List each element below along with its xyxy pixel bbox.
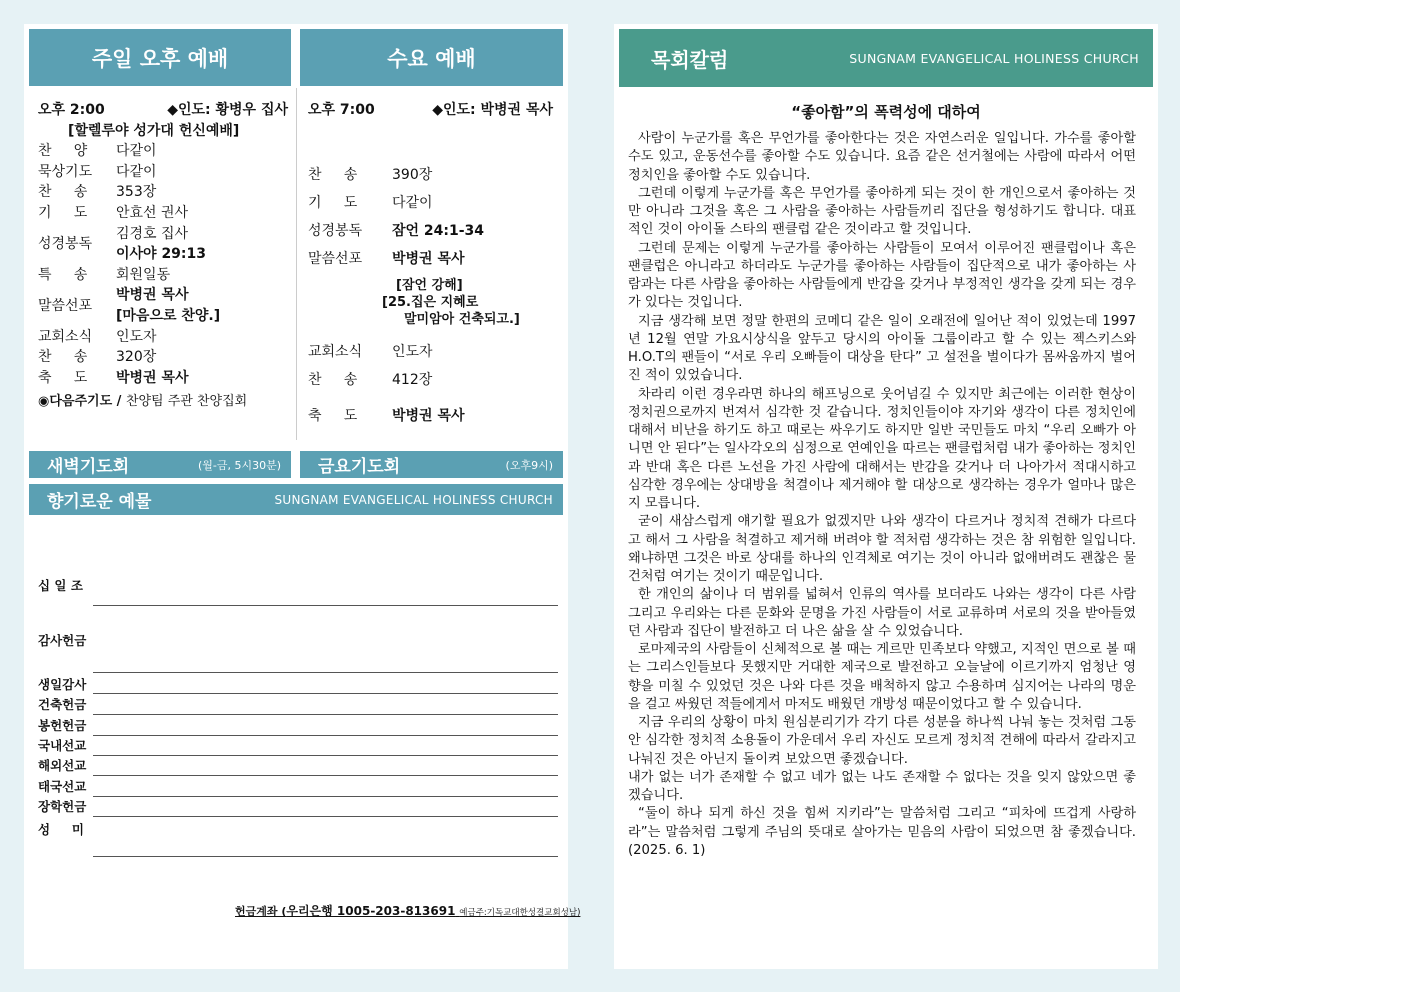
offering-item: 해외선교 <box>38 758 87 773</box>
wednesday-service-header <box>300 29 563 86</box>
column-body <box>628 130 1136 860</box>
account-holder: 예금주:기독교대한성결교회성남) <box>459 908 581 918</box>
column-paragraph: 내가 없는 너가 존재할 수 없고 네가 없는 나도 존재할 수 없다는 것을 잊지 않았으면 좋겠습니다. <box>628 769 1136 803</box>
friday-prayer-title: 금요기도회 <box>318 457 401 477</box>
next-week-prayer: ◉다음주기도 / <box>38 394 126 410</box>
dawn-prayer-time: (월-금, 5시30분) <box>197 458 281 472</box>
next-week-detail: 찬양팀 주관 찬양집회 <box>125 394 248 410</box>
offering-line <box>93 735 558 736</box>
column-paragraph: 굳이 새삼스럽게 얘기할 필요가 없겠지만 나와 생각이 다르거나 정치적 견해가 다르다고 해서 그 사람을 척결하고 제거해 버려야 할 적처럼 생각하는 것은 참 위험한 일입니다. 왜냐하면 그것은 바로 상대를 하나의 인격체로 여기는 것이 아니라 없애버려도 괜찮은 물건처럼 여기는 것이기 때문입니다. <box>628 514 1136 584</box>
order-value: 박병권 목사 <box>392 407 465 424</box>
order-value: 인도자 <box>116 328 157 345</box>
sermon-title-line2: 말미암아 건축되고.] <box>404 311 520 327</box>
wednesday-service-title: 수요 예배 <box>387 46 476 71</box>
offering-item: 성 미 <box>38 822 84 837</box>
order-label: 성경봉독 <box>308 222 363 239</box>
sermon-title: [마음으로 찬양.] <box>116 307 221 324</box>
order-label: 말씀선포 <box>308 250 363 267</box>
offering-item: 태국선교 <box>38 779 87 794</box>
sermon-series: [잠언 강해] <box>396 277 463 293</box>
order-value: 인도자 <box>392 343 433 360</box>
sunday-time: 오후 2:00 <box>38 102 105 118</box>
order-label: 찬 송 <box>38 349 88 366</box>
order-label: 기 도 <box>308 194 358 211</box>
offering-line <box>93 816 558 817</box>
column-title: 목회칼럼 <box>651 47 729 72</box>
order-label: 묵상기도 <box>38 163 93 180</box>
offering-account <box>235 902 580 919</box>
order-label: 특 송 <box>38 266 88 283</box>
order-value: 390장 <box>392 166 433 183</box>
account-number: 우리은행 1005-203-813691 <box>286 904 456 918</box>
column-header <box>619 29 1153 87</box>
offering-item: 국내선교 <box>38 738 87 753</box>
column-paragraph: 한 개인의 삶이나 더 범위를 넓혀서 인류의 역사를 보더라도 나와는 생각이 다른 사람 그리고 우리와는 다른 문화와 문명을 가진 사람들이 서로 교류하며 서로의 것을 받아들였던 사람과 집단이 발전하고 더 나은 삶을 살 수 있었습니다. <box>628 587 1136 639</box>
wednesday-service-order <box>308 100 553 430</box>
offering-line <box>93 775 558 776</box>
column-paragraph: “둘이 하나 되게 하신 것을 힘써 지키라”는 말씀처럼 그리고 “피차에 뜨겁게 사랑하라”는 말씀처럼 그렇게 주님의 뜻대로 살아가는 믿음의 사람이 되었으면 참 좋겠습니다. (2025. 6. 1) <box>628 806 1136 858</box>
order-label: 찬 양 <box>38 143 88 160</box>
offering-line <box>93 755 558 756</box>
order-label: 찬 송 <box>308 371 358 388</box>
offering-item: 생일감사 <box>38 677 87 692</box>
offering-item: 장학헌금 <box>38 799 87 814</box>
order-label: 축 도 <box>308 407 358 424</box>
order-label: 축 도 <box>38 369 88 386</box>
column-paragraph: 지금 우리의 상황이 마치 원심분리기가 각기 다른 성분을 하나씩 나눠 놓는 것처럼 그동안 심각한 정치적 소용돌이 가운데서 우리 자신도 모르게 정치적 견해에 따라서 갈라지고 나눠진 것은 아닌지 돌이켜 보았으면 좋겠습니다. <box>628 715 1136 767</box>
offering-line <box>93 672 558 673</box>
offering-item: 십 일 조 <box>38 578 83 593</box>
sunday-service-order <box>38 100 288 413</box>
order-label: 말씀선포 <box>38 297 93 314</box>
column-paragraph: 지금 생각해 보면 정말 한편의 코메디 같은 일이 오래전에 일어난 적이 있었는데 1997년 12월 연말 가요시상식을 앞두고 당시의 아이돌 그룹이라고 할 수 있는 젝스키스와 H.O.T의 팬들이 “서로 우리 오빠들이 대상을 탄다” 고 설전을 벌이다가 몸싸움까지 벌어진 적이 있었습니다. <box>628 313 1136 384</box>
column-paragraph: 사람이 누군가를 혹은 무언가를 좋아한다는 것은 자연스러운 일입니다. 가수를 좋아할 수도 있고, 운동선수를 좋아할 수도 있습니다. 요즘 같은 선거철에는 사람에 따라서 어떤 정치인을 좋아할 수도 있습니다. <box>628 131 1136 183</box>
order-label: 교회소식 <box>308 343 363 360</box>
order-value: 353장 <box>116 184 157 201</box>
reading-person: 김경호 집사 <box>116 225 189 242</box>
offering-title: 향기로운 예물 <box>47 492 152 512</box>
order-label: 기 도 <box>38 204 88 221</box>
sunday-leader: ◆인도: 황병우 집사 <box>167 102 288 118</box>
friday-prayer-band <box>300 451 563 478</box>
order-value: 412장 <box>392 371 433 388</box>
column-paragraph: 차라리 이런 경우라면 하나의 해프닝으로 웃어넘길 수 있지만 최근에는 이러한 현상이 정치권으로까지 번져서 심각한 것 같습니다. 정치인들이야 자기와 생각이 다른 정치인에 대해서 비난을 하기도 하고 때로는 싸우기도 하지만 일반 국민들도 마치 “우리 오빠가 아니면 안 된다”는 일사각오의 심정으로 연예인을 따르는 팬클럽처럼 내가 좋아하는 정치인과 반대 혹은 다른 노선을 가진 사람에 대해서는 반감을 갖거나 더 나아가서 적대시하고 심각한 경우에는 상대방을 척결이나 제거해야 할 대상으로 생각하는 경우가 얼마나 많은지 모릅니다. <box>628 386 1136 511</box>
sunday-service-header <box>29 29 291 86</box>
column-divider <box>296 88 297 440</box>
column-paragraph: 그런데 문제는 이렇게 누군가를 좋아하는 사람들이 모여서 이루어진 팬클럽이나 혹은 팬클럽은 아니라고 하더라도 누군가를 좋아하는 사람들이 집단적으로 내가 좋아하는 사람과는 다른 사람을 좋아하는 사람들에게 반감을 갖거나 부정적인 생각을 갖게 되는 경우가 있다는 것입니다. <box>628 240 1136 311</box>
order-value: 회원일동 <box>116 266 171 283</box>
offering-line <box>93 605 558 606</box>
order-value: 320장 <box>116 349 157 366</box>
offering-line <box>93 714 558 715</box>
offering-item: 감사헌금 <box>38 633 87 648</box>
order-label: 교회소식 <box>38 328 93 345</box>
sunday-subtitle: [할렐루야 성가대 헌신예배] <box>68 122 240 139</box>
order-label: 성경봉독 <box>38 235 93 252</box>
offering-item: 봉헌헌금 <box>38 718 87 733</box>
column-church-name: SUNGNAM EVANGELICAL HOLINESS CHURCH <box>849 50 1139 66</box>
order-label: 찬 송 <box>308 166 358 183</box>
sermon-person: 박병권 목사 <box>116 287 189 304</box>
column-paragraph: 로마제국의 사람들이 신체적으로 볼 때는 게르만 민족보다 약했고, 지적인 면으로 볼 때는 그리스인들보다 못했지만 거대한 제국으로 발전하고 오늘날에 이르기까지 엄청난 영향을 미칠 수 있었던 것은 나와 다른 것을 배척하지 않고 수용하며 심지어는 나라의 명운을 걸고 싸웠던 적들에게서 마저도 배웠던 개방성 때문이었다고 할 수 있습니다. <box>628 642 1136 712</box>
sermon-title-line1: [25.집은 지혜로 <box>382 294 479 310</box>
offering-header <box>29 484 563 515</box>
column-paragraph: 그런데 이렇게 누군가를 혹은 무언가를 좋아하게 되는 것이 한 개인으로서 좋아하는 것만 아니라 그것을 혹은 그 사람을 좋아하는 사람들끼리 집단을 형성하기도 합니다. 대표적인 것이 아이돌 스타의 팬클럽 같은 것이라고 할 것입니다. <box>628 185 1136 238</box>
order-value: 잠언 24:1-34 <box>392 222 485 239</box>
order-value: 박병권 목사 <box>116 369 189 386</box>
offering-line <box>93 693 558 694</box>
offering-item: 건축헌금 <box>38 697 87 712</box>
dawn-prayer-title: 새벽기도회 <box>47 457 130 477</box>
order-value: 다같이 <box>392 194 433 211</box>
order-value: 다같이 <box>116 143 157 160</box>
friday-prayer-time: (오후9시) <box>505 458 553 472</box>
order-value: 안효선 권사 <box>116 204 189 221</box>
order-value: 다같이 <box>116 163 157 180</box>
reading-text: 이사야 29:13 <box>116 246 207 263</box>
account-label: 헌금계좌 ( <box>235 905 287 918</box>
offering-line <box>93 796 558 797</box>
order-label: 찬 송 <box>38 184 88 201</box>
sunday-service-title: 주일 오후 예배 <box>91 46 229 71</box>
order-value: 박병권 목사 <box>392 250 465 267</box>
offering-line <box>93 856 558 857</box>
wednesday-leader: ◆인도: 박병권 목사 <box>432 102 553 118</box>
column-heading: “좋아함”의 폭력성에 대하여 <box>791 103 981 121</box>
offering-church-name: SUNGNAM EVANGELICAL HOLINESS CHURCH <box>274 492 553 507</box>
dawn-prayer-band <box>29 451 291 478</box>
wednesday-time: 오후 7:00 <box>308 102 375 118</box>
